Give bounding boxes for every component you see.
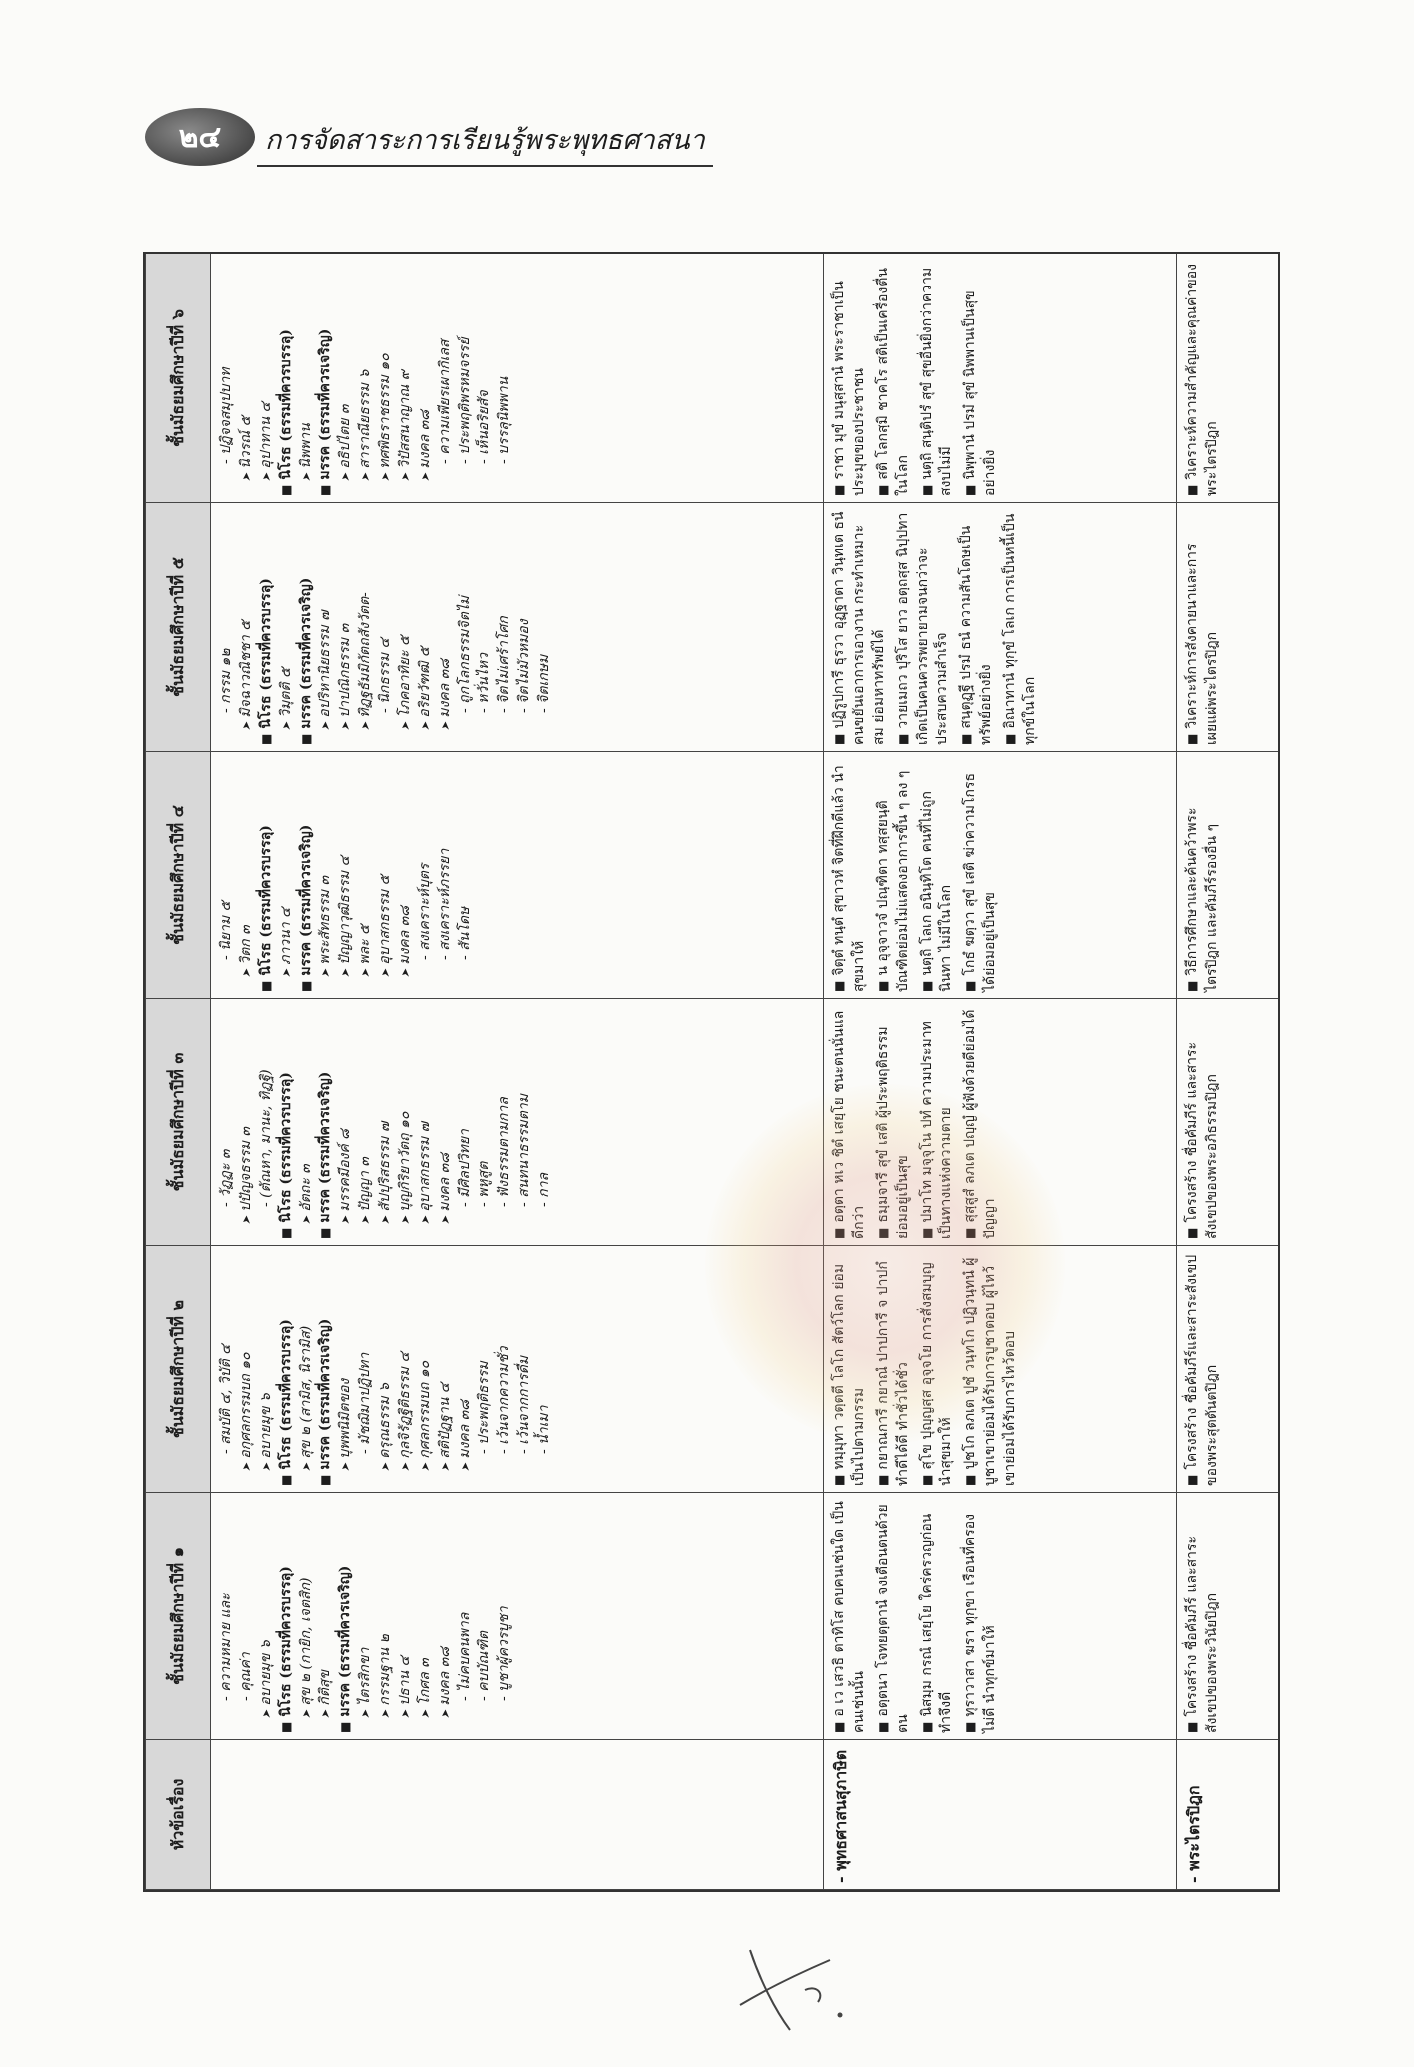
row1-m3 bbox=[211, 999, 824, 1246]
cell-line: ➤ มงคล ๓๘ bbox=[436, 1005, 456, 1239]
cell-line: - ถูกโลกธรรมจิตไม่ bbox=[456, 509, 476, 745]
cell-line: ➤ สาราณียธรรม ๖ bbox=[356, 260, 376, 496]
row3-m1: ■ โครงสร้าง ชื่อคัมภีร์ และสาระสังเขปของพระวินัยปิฎก bbox=[1177, 1493, 1281, 1740]
cell-line: - จิตเกษม bbox=[535, 509, 555, 745]
row3-topic: - พระไตรปิฎก bbox=[1177, 1740, 1281, 1890]
cell-line: - บูชาผู้ควรบูชา bbox=[495, 1499, 515, 1733]
cell-line: - กรรม ๑๒ bbox=[217, 509, 237, 745]
cell-line: ➤ ปัญญาวุฒิธรรม ๔ bbox=[336, 758, 356, 992]
cell-line: - มัชฌิมาปฏิปทา bbox=[356, 1252, 376, 1486]
col-m3: ชั้นมัธยมศึกษาปีที่ ๓ bbox=[146, 999, 211, 1246]
cell-line: ■ มรรค (ธรรมที่ควรเจริญ) bbox=[316, 1005, 336, 1239]
row3-m5: ■ วิเคราะห์การสังคายนาและการเผยแผ่พระไตรปิฎก bbox=[1177, 503, 1281, 752]
row1-topic bbox=[211, 1740, 824, 1890]
cell-line: ➤ ดรุณธรรม ๖ bbox=[376, 1252, 396, 1486]
cell-line: ➤ กรรมฐาน ๒ bbox=[376, 1499, 396, 1733]
cell-line: ➤ กุลจิรัฏฐิติธรรม ๔ bbox=[396, 1252, 416, 1486]
col-m2: ชั้นมัธยมศึกษาปีที่ ๒ bbox=[146, 1246, 211, 1493]
cell-line: ➤ อกุศลกรรมบถ ๑๐ bbox=[237, 1252, 257, 1486]
proverb-item: ■ ปฏิรูปการี ธุรวา อุฏฺฐาตา วินฺทเต ธนํ คนขยันเอาการเอางาน กระทำเหมาะสม ย่อมหาทรัพย์ได้ bbox=[830, 509, 890, 745]
proverb-item: ■ นิพฺพานํ ปรมํ สุขํ นิพพานเป็นสุขอย่างยิ่ง bbox=[961, 260, 1001, 496]
cell-line: - เว้นจากความชั่ว bbox=[495, 1252, 515, 1486]
cell-line: ➤ บุพพนิมิตของ bbox=[336, 1252, 356, 1486]
cell-line: - ความเพียรเผากิเลส bbox=[436, 260, 456, 496]
cell-line: - หวั่นไหว bbox=[475, 509, 495, 745]
row2-m2 bbox=[824, 1246, 1177, 1493]
cell-line: - คบบัณฑิต bbox=[475, 1499, 495, 1733]
cell-line: ➤ อุบาสกธรรม ๗ bbox=[416, 1005, 436, 1239]
cell-line: ➤ อธิปไตย ๓ bbox=[336, 260, 356, 496]
cell-line: ■ มรรค (ธรรมที่ควรเจริญ) bbox=[336, 1499, 356, 1733]
row2-m5 bbox=[824, 503, 1177, 752]
row1-m6 bbox=[211, 254, 824, 503]
cell-line: ➤ นิพพาน bbox=[297, 260, 317, 496]
cell-line: - สนทนาธรรมตาม bbox=[515, 1005, 535, 1239]
cell-line: - ความหมาย และ bbox=[217, 1499, 237, 1733]
row3-m4: ■ วิธีการศึกษาและค้นคว้าพระไตรปิฎก และคัมภีร์รองอื่น ๆ bbox=[1177, 752, 1281, 999]
cell-line: - สันโดษ bbox=[456, 758, 476, 992]
cell-line: ➤ มงคล ๓๘ bbox=[456, 1252, 476, 1486]
row3-m6: ■ วิเคราะห์ความสำคัญและคุณค่าของพระไตรปิฎก bbox=[1177, 254, 1281, 503]
cell-line: ➤ วิมุตติ ๕ bbox=[277, 509, 297, 745]
cell-line: ➤ ภาวนา ๔ bbox=[277, 758, 297, 992]
proverb-item: ■ น อุจฺจาวจํ ปณฺฑิตา ทสฺสยนฺติ บัณฑิตย่อมไม่แสดงอาการขึ้น ๆ ลง ๆ bbox=[874, 758, 914, 992]
cell-line: ➤ กิติสุข bbox=[316, 1499, 336, 1733]
cell-line: - น้ำเมา bbox=[535, 1252, 555, 1486]
cell-line: ➤ ปปัญจธรรม ๓ bbox=[237, 1005, 257, 1239]
proverb-item: ■ นตฺถิ สนฺติปรํ สุขํ สุขอื่นยิ่งกว่าความสงบไม่มี bbox=[918, 260, 958, 496]
row2-m4 bbox=[824, 752, 1177, 999]
proverb-item: ■ อิณาทานํ ทุกฺขํ โลเก การเป็นหนี้เป็นทุกข์ในโลก bbox=[1001, 509, 1041, 745]
proverb-item: ■ โกธํ ฆตฺวา สุขํ เสติ ฆ่าความโกรธได้ย่อมอยู่เป็นสุข bbox=[961, 758, 1001, 992]
proverb-item: ■ สุสฺสูสํ ลภเต ปญฺญํ ผู้ฟังด้วยดีย่อมได้ปัญญา bbox=[961, 1005, 1001, 1239]
row1-m1 bbox=[211, 1493, 824, 1740]
cell-line: ➤ สุข ๒ (กายิก, เจตสิก) bbox=[297, 1499, 317, 1733]
cell-line: ■ มรรค (ธรรมที่ควรเจริญ) bbox=[297, 758, 317, 992]
col-m5: ชั้นมัธยมศึกษาปีที่ ๕ bbox=[146, 503, 211, 752]
cell-line: ➤ วิตก ๓ bbox=[237, 758, 257, 992]
cell-line: ➤ ทิฏฐธัมมิกัตถสังวัตต- bbox=[356, 509, 376, 745]
cell-line: - สงเคราะห์บุตร bbox=[416, 758, 436, 992]
cell-line: ➤ สุข ๒ (สามิส, นิรามิส) bbox=[297, 1252, 317, 1486]
table-row bbox=[824, 254, 1177, 1890]
row1-m4 bbox=[211, 752, 824, 999]
cell-line: ➤ อบายมุข ๖ bbox=[257, 1252, 277, 1486]
cell-line: ➤ มรรคมีองค์ ๘ bbox=[336, 1005, 356, 1239]
row2-m6 bbox=[824, 254, 1177, 503]
cell-line: ➤ ทศพิธราชธรรม ๑๐ bbox=[376, 260, 396, 496]
col-m4: ชั้นมัธยมศึกษาปีที่ ๔ bbox=[146, 752, 211, 999]
cell-line: ➤ พละ ๕ bbox=[356, 758, 376, 992]
cell-line: - ปฏิจจสมุปบาท bbox=[217, 260, 237, 496]
proverb-item: ■ นิสมฺม กรณํ เสยฺโย ใคร่ครวญก่อนทำจึงดี bbox=[918, 1499, 958, 1733]
cell-line: - จิตไม่เศร้าโศก bbox=[495, 509, 515, 745]
cell-line: ➤ สัปปุริสธรรม ๗ bbox=[376, 1005, 396, 1239]
proverb-item: ■ ปูชโก ลภเต ปูชํ วนฺทโก ปฏิวนฺทนํ ผู้บูชาเขาย่อมได้รับการบูชาตอบ ผู้ไหว้เขาย่อมได้รับการไหว้ตอบ bbox=[961, 1252, 1021, 1486]
proverb-item: ■ กยาณการี กยาณํ ปาปการี จ ปาปกํ ทำดีได้ดี ทำชั่วได้ชั่ว bbox=[874, 1252, 914, 1486]
handwritten-signature bbox=[720, 1930, 860, 2040]
cell-line: - จิตไม่มัวหมอง bbox=[515, 509, 535, 745]
cell-line: - ประพฤติธรรม bbox=[475, 1252, 495, 1486]
cell-line: - สงเคราะห์ภรรยา bbox=[436, 758, 456, 992]
row1-m5 bbox=[211, 503, 824, 752]
cell-line: ■ นิโรธ (ธรรมที่ควรบรรลุ) bbox=[277, 1005, 297, 1239]
cell-line: - ประพฤติพรหมจรรย์ bbox=[456, 260, 476, 496]
cell-line: - คุณค่า bbox=[237, 1499, 257, 1733]
cell-line: - เห็นอริยสัจ bbox=[475, 260, 495, 496]
cell-line: - นิกธรรม ๔ bbox=[376, 509, 396, 745]
cell-line: ➤ โภคอาทิยะ ๕ bbox=[396, 509, 416, 745]
cell-line: ➤ ปาปณิกธรรม ๓ bbox=[336, 509, 356, 745]
cell-line: - บรรลุนิพพาน bbox=[495, 260, 515, 496]
table-row bbox=[211, 254, 824, 1890]
cell-line: - กาล bbox=[535, 1005, 555, 1239]
table-row bbox=[1177, 254, 1281, 1890]
cell-line: ➤ อุบาสกธรรม ๕ bbox=[376, 758, 396, 992]
cell-line: ■ นิโรธ (ธรรมที่ควรบรรลุ) bbox=[257, 509, 277, 745]
proverb-item: ■ ราชา มุขํ มนุสฺสานํ พระราชาเป็นประมุขของประชาชน bbox=[830, 260, 870, 496]
cell-line: ➤ อริยวัฑฒิ ๕ bbox=[416, 509, 436, 745]
cell-line: ➤ อัตถะ ๓ bbox=[297, 1005, 317, 1239]
cell-line: ➤ กุศลกรรมบถ ๑๐ bbox=[416, 1252, 436, 1486]
row2-topic: - พุทธศาสนสุภาษิต bbox=[824, 1740, 1177, 1890]
page-header bbox=[145, 100, 705, 170]
row3-m2: ■ โครงสร้าง ชื่อคัมภีร์และสาระสังเขปของพระสุตตันตปิฎก bbox=[1177, 1246, 1281, 1493]
proverb-item: ■ สนฺตุฏฺฐี ปรมํ ธนํ ความสันโดษเป็นทรัพย์อย่างยิ่ง bbox=[957, 509, 997, 745]
cell-line: - เว้นจากการดื่ม bbox=[515, 1252, 535, 1486]
cell-line: - นิยาม ๕ bbox=[217, 758, 237, 992]
page-title: การจัดสาระการเรียนรู้พระพุทธศาสนา bbox=[257, 118, 713, 167]
cell-line: ➤ บุญกิริยาวัตถุ ๑๐ bbox=[396, 1005, 416, 1239]
row2-m3 bbox=[824, 999, 1177, 1246]
proverb-item: ■ ปมาโท มจฺจุโน ปทํ ความประมาทเป็นทางแห่งความตาย bbox=[918, 1005, 958, 1239]
cell-line: ■ มรรค (ธรรมที่ควรเจริญ) bbox=[316, 260, 336, 496]
proverb-item: ■ วายเมถว ปุริโส ยาว อตฺถสฺส นิปฺปทา เกิดเป็นคนควรพยายามจนกว่าจะประสบความสำเร็จ bbox=[894, 509, 954, 745]
cell-line: ➤ มงคล ๓๘ bbox=[436, 1499, 456, 1733]
cell-line: ■ นิโรธ (ธรรมที่ควรบรรลุ) bbox=[277, 1499, 297, 1733]
cell-line: ➤ มงคล ๓๘ bbox=[396, 758, 416, 992]
cell-line: ➤ พระสัทธรรม ๓ bbox=[316, 758, 336, 992]
cell-line: ➤ วิปัสสนาญาณ ๙ bbox=[396, 260, 416, 496]
cell-line: ➤ มงคล ๓๘ bbox=[436, 509, 456, 745]
cell-line: ■ นิโรธ (ธรรมที่ควรบรรลุ) bbox=[277, 260, 297, 496]
cell-line: ➤ อบายมุข ๖ bbox=[257, 1499, 277, 1733]
cell-line: ➤ มิจฉาวณิชชา ๕ bbox=[237, 509, 257, 745]
cell-line: - (ตัณหา, มานะ, ทิฏฐิ) bbox=[257, 1005, 277, 1239]
cell-line: - สมบัติ ๔, วิบัติ ๔ bbox=[217, 1252, 237, 1486]
header-row bbox=[146, 254, 211, 1890]
cell-line: ➤ มงคล ๓๘ bbox=[416, 260, 436, 496]
cell-line: ■ นิโรธ (ธรรมที่ควรบรรลุ) bbox=[277, 1252, 297, 1486]
row3-m3: ■ โครงสร้าง ชื่อคัมภีร์ และสาระสังเขปของพระอภิธรรมปิฎก bbox=[1177, 999, 1281, 1246]
proverb-item: ■ ธมฺมจารี สุขํ เสติ ผู้ประพฤติธรรมย่อมอยู่เป็นสุข bbox=[874, 1005, 914, 1239]
cell-line: ■ มรรค (ธรรมที่ควรเจริญ) bbox=[316, 1252, 336, 1486]
proverb-item: ■ ทุราวาสา ฆรา ทุกฺขา เรือนที่ครองไม่ดี นำทุกข์มาให้ bbox=[961, 1499, 1001, 1733]
proverb-item: ■ อตฺตา หเว ชิตํ เสยฺโย ชนะตนนั่นแลดีกว่า bbox=[830, 1005, 870, 1239]
proverb-item: ■ อ เว เสวธิ ตาทิโส คบคนเช่นใด เป็นคนเช่นนั้น bbox=[830, 1499, 870, 1733]
cell-line: - วัฏฏะ ๓ bbox=[217, 1005, 237, 1239]
cell-line: ➤ โกศล ๓ bbox=[416, 1499, 436, 1733]
curriculum-table-frame bbox=[143, 252, 1280, 1892]
proverb-item: ■ สุโข ปุญฺญสฺส อุจฺจโย การสั่งสมบุญนำสุขมาให้ bbox=[918, 1252, 958, 1486]
cell-line: - พหูสูต bbox=[475, 1005, 495, 1239]
row2-m1 bbox=[824, 1493, 1177, 1740]
row1-m2 bbox=[211, 1246, 824, 1493]
cell-line: - มีศิลปวิทยา bbox=[456, 1005, 476, 1239]
proverb-item: ■ จิตฺตํ ทนฺตํ สุขาวหํ จิตที่ฝึกดีแล้ว นำสุขมาให้ bbox=[830, 758, 870, 992]
cell-line: ■ มรรค (ธรรมที่ควรเจริญ) bbox=[297, 509, 317, 745]
proverb-item: ■ สติ โลกสฺมิ ชาคโร สติเป็นเครื่องตื่นในโลก bbox=[874, 260, 914, 496]
cell-line: ■ นิโรธ (ธรรมที่ควรบรรลุ) bbox=[257, 758, 277, 992]
col-topic: หัวข้อเรื่อง bbox=[146, 1740, 211, 1890]
cell-line: ➤ นิวรณ์ ๕ bbox=[237, 260, 257, 496]
cell-line: ➤ อปริหานิยธรรม ๗ bbox=[316, 509, 336, 745]
col-m6: ชั้นมัธยมศึกษาปีที่ ๖ bbox=[146, 254, 211, 503]
cell-line: ➤ ไตรสิกขา bbox=[356, 1499, 376, 1733]
cell-line: ➤ อุปาทาน ๔ bbox=[257, 260, 277, 496]
curriculum-table bbox=[145, 253, 1280, 1890]
cell-line: ➤ ปธาน ๔ bbox=[396, 1499, 416, 1733]
proverb-item: ■ นตฺถิ โลเก อนินฺทิโต คนที่ไม่ถูกนินทา ไม่มีในโลก bbox=[918, 758, 958, 992]
proverb-item: ■ ทมฺมุทา วตฺตตี โลโก สัตว์โลก ย่อมเป็นไปตามกรรม bbox=[830, 1252, 870, 1486]
col-m1: ชั้นมัธยมศึกษาปีที่ ๑ bbox=[146, 1493, 211, 1740]
cell-line: ➤ สติปัฏฐาน ๔ bbox=[436, 1252, 456, 1486]
cell-line: ➤ ปัญญา ๓ bbox=[356, 1005, 376, 1239]
proverb-item: ■ อตฺตนา โจทยตฺตานํ จงเตือนตนด้วยตน bbox=[874, 1499, 914, 1733]
cell-line: - ไม่คบคนพาล bbox=[456, 1499, 476, 1733]
page-number-badge: ๒๔ bbox=[145, 108, 255, 166]
cell-line: - ฟังธรรมตามกาล bbox=[495, 1005, 515, 1239]
